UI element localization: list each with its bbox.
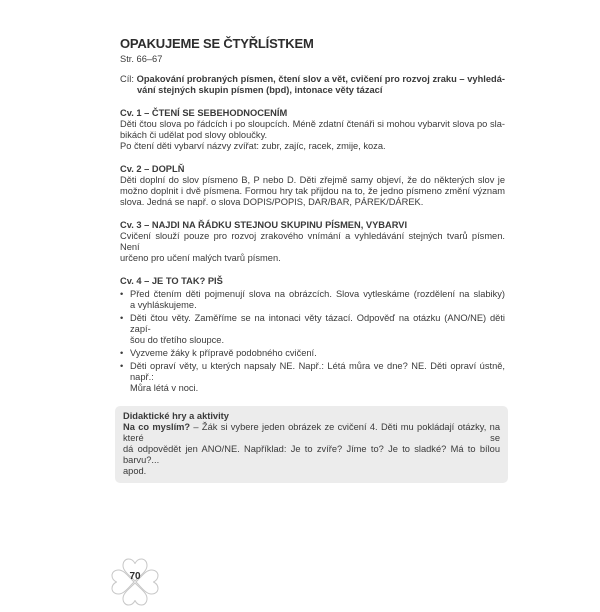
activity-lead: Na co myslím?: [123, 422, 191, 432]
lesson-goal: [120, 74, 505, 96]
activity-box-heading: Didaktické hry a aktivity: [123, 411, 229, 421]
body-line: dá odpovědět jen ANO/NE. Například: Je to zvíře? Jíme to? Je to sladké? Má to bílou barvu?...: [123, 444, 500, 465]
bullet-text: [130, 313, 505, 346]
body-line: možno doplnit i dvě písmena. Formou hry tak přijdou na to, že jedno písmeno změní význam: [120, 186, 505, 196]
bullet-icon: •: [120, 289, 124, 299]
bullet-icon: •: [120, 361, 124, 371]
pages-reference: Str. 66–67: [120, 54, 163, 64]
body-line: šou do třetího sloupce.: [130, 335, 225, 345]
section-heading: Cv. 1 – ČTENÍ SE SEBEHODNOCENÍM: [120, 108, 288, 118]
section-cv2: [120, 164, 505, 208]
bullet-item: [120, 361, 505, 394]
body-line: Před čtením děti pojmenují slova na obrázcích. Slova vytleskáme (rozdělení na slabiky): [130, 289, 505, 299]
didactic-activities-box: [115, 406, 508, 483]
body-line: a vyhláskujeme.: [130, 300, 197, 310]
section-heading: Cv. 2 – DOPLŇ: [120, 164, 185, 174]
goal-line: [120, 74, 505, 85]
page-title: OPAKUJEME SE ČTYŘLÍSTKEM: [120, 36, 314, 51]
goal-label: Cíl:: [120, 74, 134, 84]
section-heading: Cv. 3 – NAJDI NA ŘÁDKU STEJNOU SKUPINU PÍSMEN, VYBARVI: [120, 220, 408, 230]
bullet-icon: •: [120, 313, 124, 323]
section-cv4: [120, 276, 505, 394]
body-line: určeno pro učení malých tvarů písmen.: [120, 253, 281, 263]
body-line: bikách či udělat pod slovy obloučky.: [120, 130, 268, 140]
bullet-text: [130, 348, 505, 359]
activity-text: – Žák si vybere jeden obrázek ze cvičení 4. Děti mu pokládají otázky, na které se: [123, 422, 501, 443]
bullet-text: [130, 289, 505, 311]
bullet-icon: •: [120, 348, 124, 358]
body-line: [123, 422, 500, 444]
bullet-text: [130, 361, 505, 394]
section-cv3: [120, 220, 505, 264]
body-line: slova. Jedná se např. o slova DOPIS/POPIS, DAR/BAR, PÁREK/DÁREK.: [120, 197, 424, 207]
body-line: Děti čtou věty. Zaměříme se na intonaci věty tázací. Odpověď na otázku (ANO/NE) děti zapí-: [130, 313, 505, 334]
body-line: apod.: [123, 466, 147, 476]
page-number: 70: [129, 571, 141, 582]
goal-line: vání stejných skupin písmen (bpd), intonace věty tázací: [137, 85, 383, 95]
body-line: Po čtení děti vybarví názvy zvířat: zubr, zajíc, racek, zmije, koza.: [120, 141, 386, 151]
body-line: Cvičení slouží pouze pro rozvoj zrakového vnímání a vyhledávání stejných tvarů písmen. Není: [120, 231, 505, 252]
four-leaf-clover-icon: [105, 552, 165, 612]
goal-text: Opakování probraných písmen, čtení slov a vět, cvičení pro rozvoj zraku – vyhledá-: [136, 74, 505, 84]
bullet-item: [120, 348, 505, 359]
body-line: Děti opraví věty, u kterých napsaly NE. Např.: Létá můra ve dne? NE. Děti opraví ústně, např.:: [130, 361, 505, 382]
section-cv1: [120, 108, 505, 152]
body-line: Děti čtou slova po řádcích i po sloupcích. Méně zdatní čtenáři si mohou vybarvit slova po sla-: [120, 119, 505, 129]
body-line: Vyzveme žáky k přípravě podobného cvičení.: [130, 348, 317, 358]
bullet-item: [120, 289, 505, 311]
bullet-item: [120, 313, 505, 346]
body-line: Děti doplní do slov písmeno B, P nebo D. Děti zřejmě samy objeví, že do některých slov je: [120, 175, 505, 185]
page-content: [120, 36, 505, 483]
section-heading: Cv. 4 – JE TO TAK? PIŠ: [120, 276, 223, 286]
body-line: Můra létá v noci.: [130, 383, 199, 393]
